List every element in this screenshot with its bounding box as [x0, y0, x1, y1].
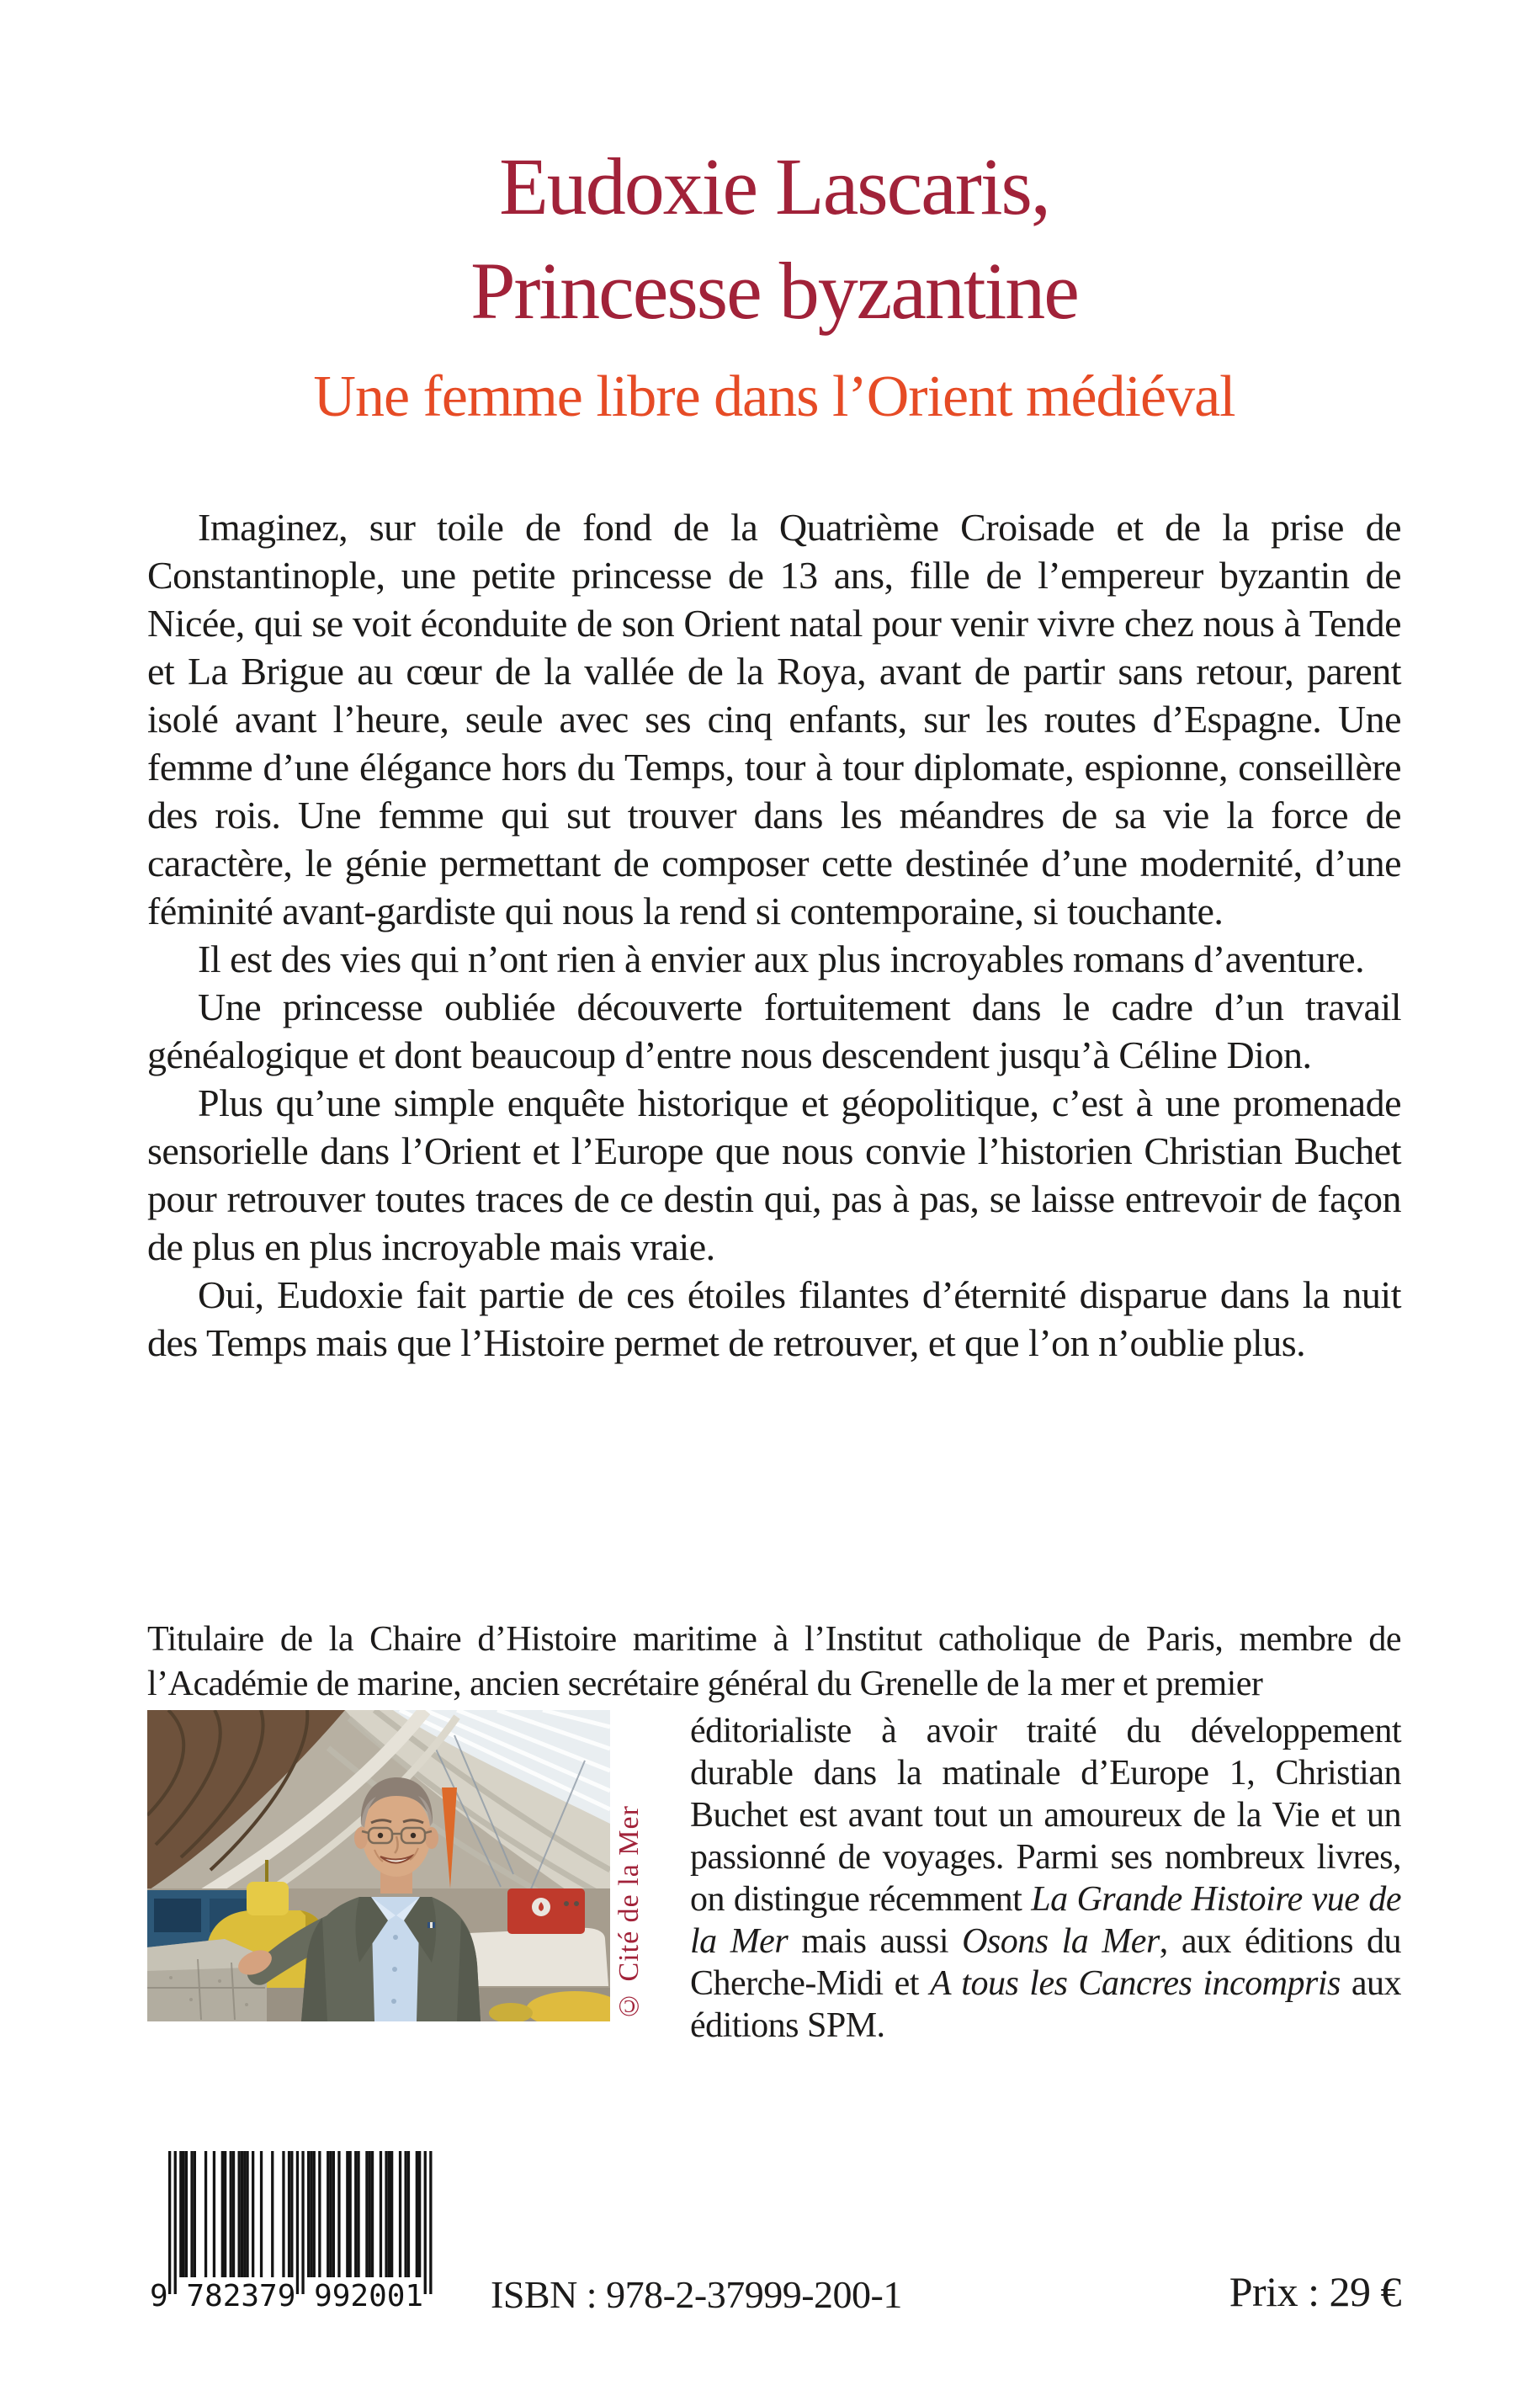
- barcode: [150, 2151, 453, 2319]
- synopsis-paragraph-2: Il est des vies qui n’ont rien à envier aux plus incroyables romans d’aventure.: [198, 938, 1365, 980]
- synopsis-paragraph-3: Une princesse oubliée découverte fortuitement dans le cadre d’un travail généalogique et dont beaucoup d’entre nous descendent jusqu’à Céline Dion.: [147, 985, 1401, 1076]
- synopsis-paragraph-4: Plus qu’une simple enquête historique et géopolitique, c’est à une promenade sensorielle dans l’Orient et l’Europe que nous convie l’historien Christian Buchet pour retrouver toutes traces de ce destin qui, pas à pas, se laisse entrevoir de façon de plus en plus incroyable mais vraie.: [147, 1081, 1401, 1268]
- synopsis-paragraph-5: Oui, Eudoxie fait partie de ces étoiles filantes d’éternité disparue dans la nuit des Temps mais que l’Histoire permet de retrouver, et que l’on n’oublie plus.: [147, 1273, 1401, 1364]
- photo-credit: © Cité de la Mer: [613, 1805, 645, 2021]
- bio-text: mais aussi: [788, 1922, 963, 1961]
- synopsis: [147, 503, 1401, 1367]
- author-bio-continued: [690, 1710, 1401, 2047]
- book-ref-cancres-incompris: A tous les Cancres incompris: [929, 1964, 1341, 2003]
- price-text: Prix : 29 €: [1229, 2268, 1401, 2315]
- book-subtitle: Une femme libre dans l’Orient médiéval: [313, 364, 1235, 429]
- barcode-bars: [168, 2151, 433, 2296]
- book-ref-osons-la-mer: Osons la Mer: [962, 1922, 1160, 1961]
- bio-text: , aux éditions du Cherche-Midi et: [690, 1922, 1401, 2003]
- book-title-line2: Princesse byzantine: [470, 246, 1078, 336]
- author-photo-illustration: [147, 1710, 610, 2021]
- book-title-line1: Eudoxie Lascaris,: [499, 141, 1049, 231]
- book-ref-grande-histoire: La Grande Histoire vue de la Mer: [690, 1880, 1401, 1961]
- barcode-number: 9 782379 992001: [150, 2279, 424, 2313]
- author-bio-intro: Titulaire de la Chaire d’Histoire maritime à l’Institut catholique de Paris, membre de l’Académie de marine, ancien secrétaire général du Grenelle de la mer et premier: [147, 1620, 1401, 1703]
- bio-text: éditorialiste à avoir traité du développement durable dans la matinale d’Europe 1, Christian Buchet est avant tout un amoureux de la Vie et un passionné de voyages. Parmi ses nombreux livres, on distingue récemment: [690, 1712, 1401, 1919]
- title-block: [147, 135, 1401, 433]
- isbn-text: ISBN : 978-2-37999-200-1: [491, 2273, 902, 2316]
- synopsis-paragraph-1: Imaginez, sur toile de fond de la Quatrième Croisade et de la prise de Constantinople, une petite princesse de 13 ans, fille de l’empereur byzantin de Nicée, qui se voit éconduite de son Orient natal pour venir vivre chez nous à Tende et La Brigue au cœur de la vallée de la Roya, avant de partir sans retour, parent isolé avant l’heure, seule avec ses cinq enfants, sur les routes d’Espagne. Une femme d’une élégance hors du Temps, tour à tour diplomate, espionne, conseillère des rois. Une femme qui sut trouver dans les méandres de sa vie la force de caractère, le génie permettant de composer cette destinée d’une modernité, d’une féminité avant-gardiste qui nous la rend si contemporaine, si touchante.: [147, 506, 1401, 932]
- author-photo: [147, 1710, 610, 2021]
- bio-text: aux éditions SPM.: [690, 1964, 1401, 2045]
